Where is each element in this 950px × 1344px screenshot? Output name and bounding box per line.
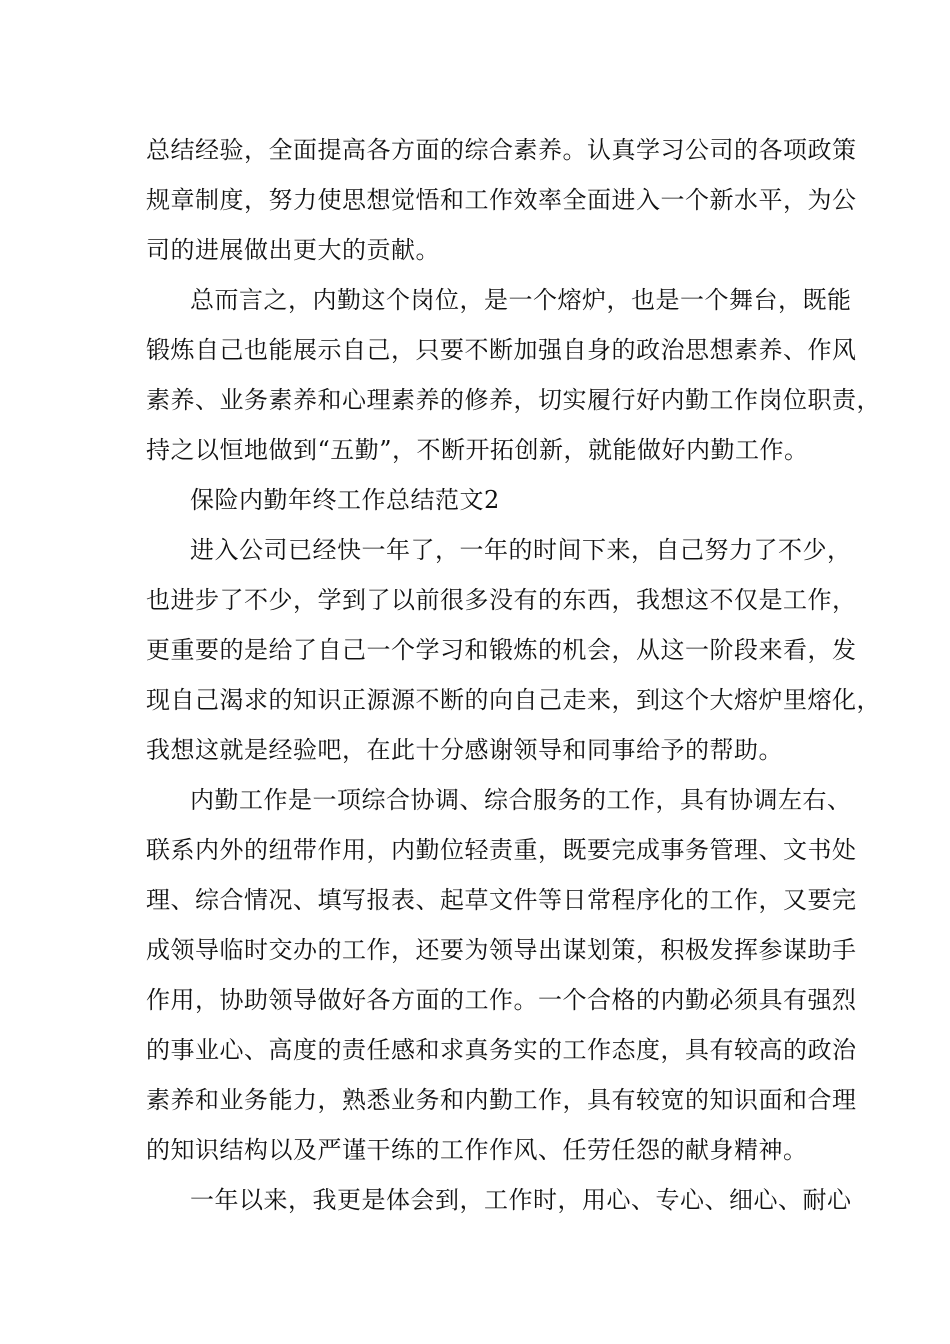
text-line: 理、综合情况、填写报表、起草文件等日常程序化的工作，又要完 [146,886,857,914]
paragraph-start-line: 内勤工作是一项综合协调、综合服务的工作，具有协调左右、 [190,786,852,814]
text-line: 素养和业务能力，熟悉业务和内勤工作，具有较宽的知识面和合理 [146,1086,857,1114]
text-line: 作用，协助领导做好各方面的工作。一个合格的内勤必须具有强烈 [146,986,857,1014]
text-line: 总结经验，全面提高各方面的综合素养。认真学习公司的各项政策 [146,136,857,164]
section-heading: 保险内勤年终工作总结范文2 [190,486,500,514]
paragraph-start-line: 总而言之，内勤这个岗位，是一个熔炉，也是一个舞台，既能 [190,286,852,314]
text-line: 我想这就是经验吧，在此十分感谢领导和同事给予的帮助。 [146,736,783,764]
text-line: 成领导临时交办的工作，还要为领导出谋划策，积极发挥参谋助手 [146,936,857,964]
text-line: 素养、业务素养和心理素养的修养，切实履行好内勤工作岗位职责， [146,386,881,414]
paragraph-start-line: 一年以来，我更是体会到，工作时，用心、专心、细心、耐心 [190,1186,852,1214]
text-line: 规章制度，努力使思想觉悟和工作效率全面进入一个新水平，为公 [146,186,857,214]
text-line: 联系内外的纽带作用，内勤位轻责重，既要完成事务管理、文书处 [146,836,857,864]
text-line: 的知识结构以及严谨干练的工作作风、任劳任怨的献身精神。 [146,1136,808,1164]
text-line: 司的进展做出更大的贡献。 [146,236,440,264]
text-line: 的事业心、高度的责任感和求真务实的工作态度，具有较高的政治 [146,1036,857,1064]
text-line: 更重要的是给了自己一个学习和锻炼的机会，从这一阶段来看，发 [146,636,857,664]
text-line: 现自己渴求的知识正源源不断的向自己走来，到这个大熔炉里熔化， [146,686,881,714]
text-line: 也进步了不少，学到了以前很多没有的东西，我想这不仅是工作， [146,586,857,614]
text-line: 锻炼自己也能展示自己，只要不断加强自身的政治思想素养、作风 [146,336,857,364]
paragraph-start-line: 进入公司已经快一年了，一年的时间下来，自己努力了不少， [190,536,852,564]
text-line: 持之以恒地做到“五勤”，不断开拓创新，就能做好内勤工作。 [146,436,809,464]
